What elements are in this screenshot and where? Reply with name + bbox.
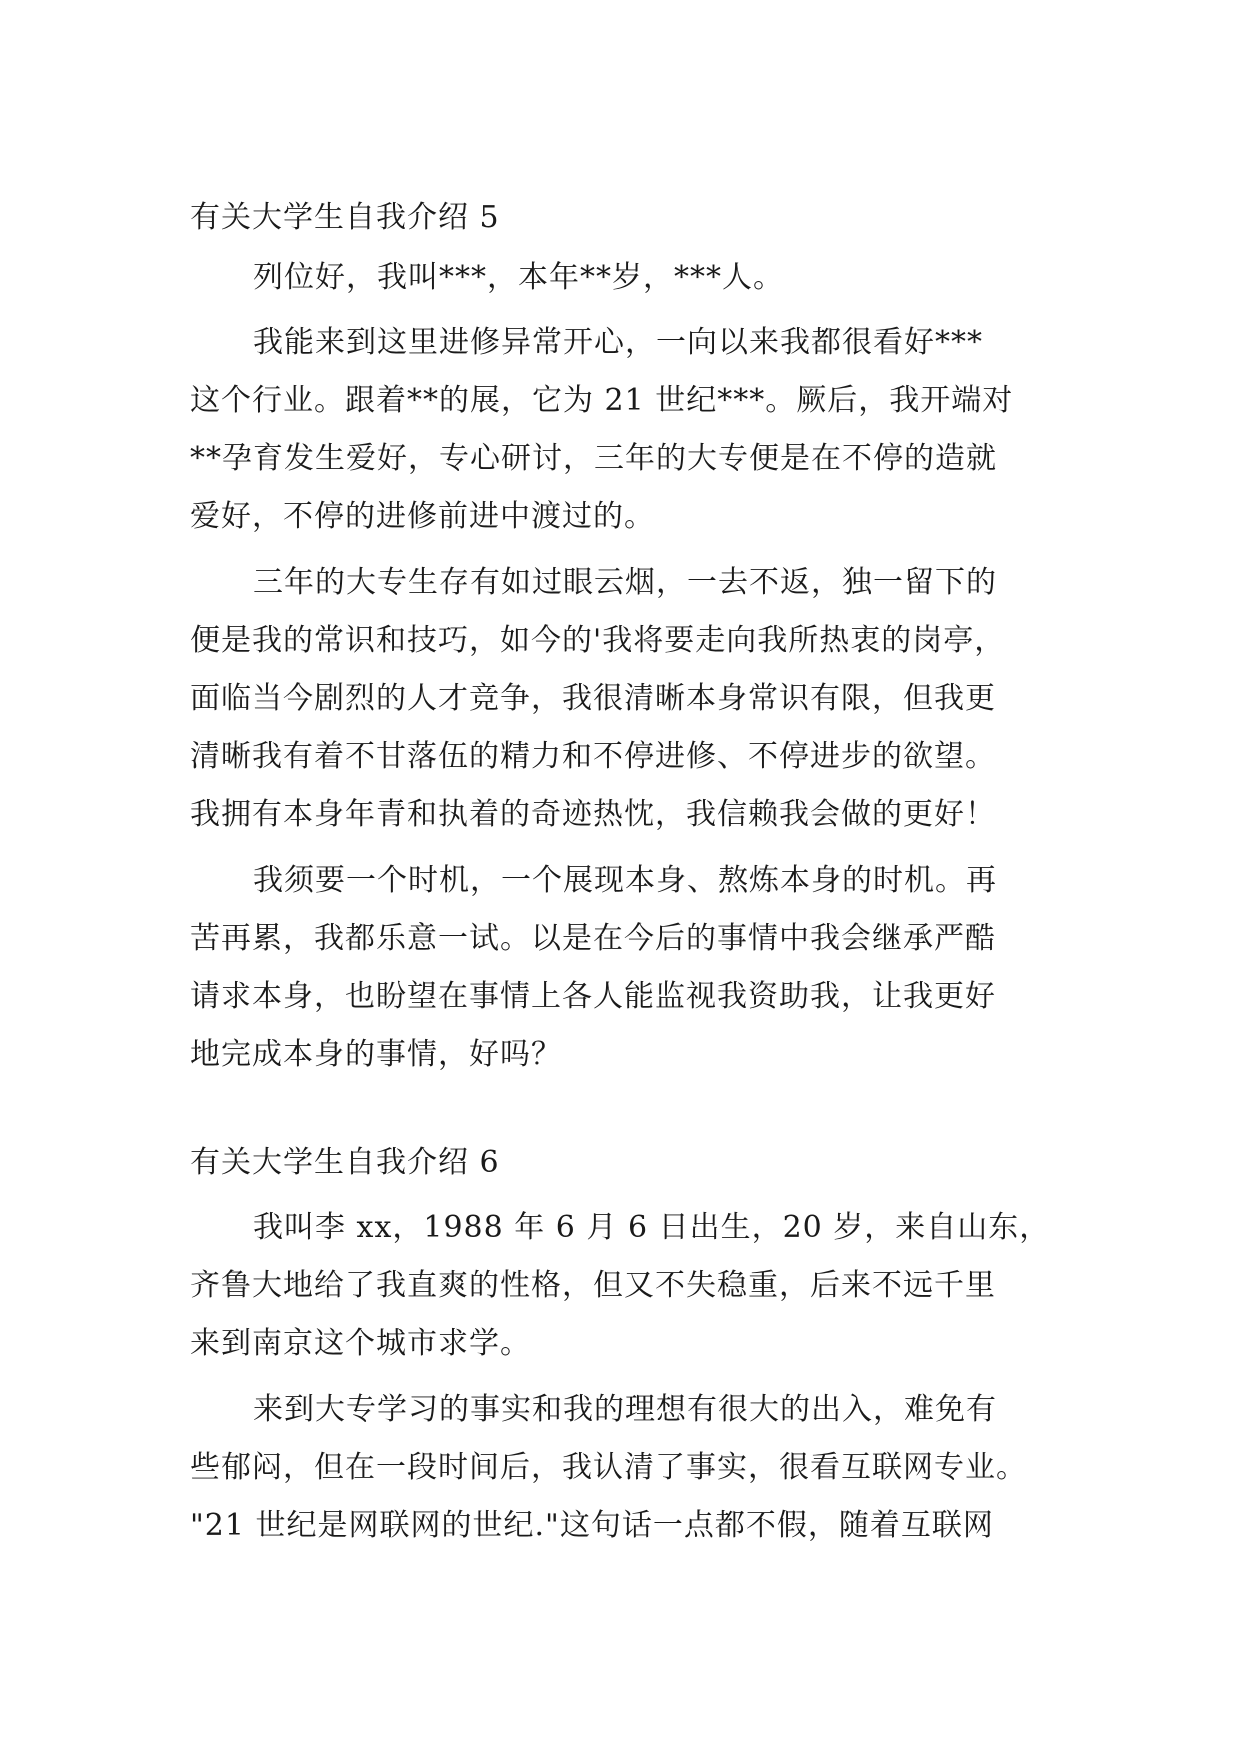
paragraph-line: 我能来到这里进修异常开心，一向以来我都很看好*** — [253, 325, 983, 360]
paragraph-line: 我拥有本身年青和执着的奇迹热忱，我信赖我会做的更好！ — [190, 797, 996, 832]
paragraph-line: 我叫李 xx，1988 年 6 月 6 日出生，20 岁，来自山东， — [253, 1210, 1051, 1245]
paragraph-line: 齐鲁大地给了我直爽的性格，但又不失稳重，后来不远千里 — [190, 1268, 996, 1303]
paragraph-line: 三年的大专生存有如过眼云烟，一去不返，独一留下的 — [253, 565, 997, 600]
paragraph-line: 列位好，我叫***，本年**岁，***人。 — [253, 260, 784, 295]
paragraph-line: 地完成本身的事情，好吗？ — [190, 1037, 562, 1072]
paragraph-line: 我须要一个时机，一个展现本身、熬炼本身的时机。再 — [253, 863, 997, 898]
paragraph-line: 来到大专学习的事实和我的理想有很大的出入，难免有 — [253, 1392, 997, 1427]
paragraph-line: 面临当今剧烈的人才竞争，我很清晰本身常识有限，但我更 — [190, 681, 996, 716]
paragraph-line: 请求本身，也盼望在事情上各人能监视我资助我，让我更好 — [190, 979, 996, 1014]
paragraph-line: 清晰我有着不甘落伍的精力和不停进修、不停进步的欲望。 — [190, 739, 996, 774]
paragraph-line: 爱好，不停的进修前进中渡过的。 — [190, 499, 655, 534]
paragraph-line: **孕育发生爱好，专心研讨，三年的大专便是在不停的造就 — [190, 441, 997, 476]
paragraph-line: 些郁闷，但在一段时间后，我认清了事实，很看互联网专业。 — [190, 1450, 1027, 1485]
paragraph-line: "21 世纪是网联网的世纪."这句话一点都不假，随着互联网 — [190, 1508, 994, 1543]
section-title: 有关大学生自我介绍 5 — [190, 200, 500, 235]
paragraph-line: 这个行业。跟着**的展，它为 21 世纪***。厥后，我开端对 — [190, 383, 1014, 418]
section-title: 有关大学生自我介绍 6 — [190, 1145, 500, 1180]
paragraph-line: 苦再累，我都乐意一试。以是在今后的事情中我会继承严酷 — [190, 921, 996, 956]
paragraph-line: 来到南京这个城市求学。 — [190, 1326, 531, 1361]
paragraph-line: 便是我的常识和技巧，如今的'我将要走向我所热衷的岗亭， — [190, 623, 1006, 658]
